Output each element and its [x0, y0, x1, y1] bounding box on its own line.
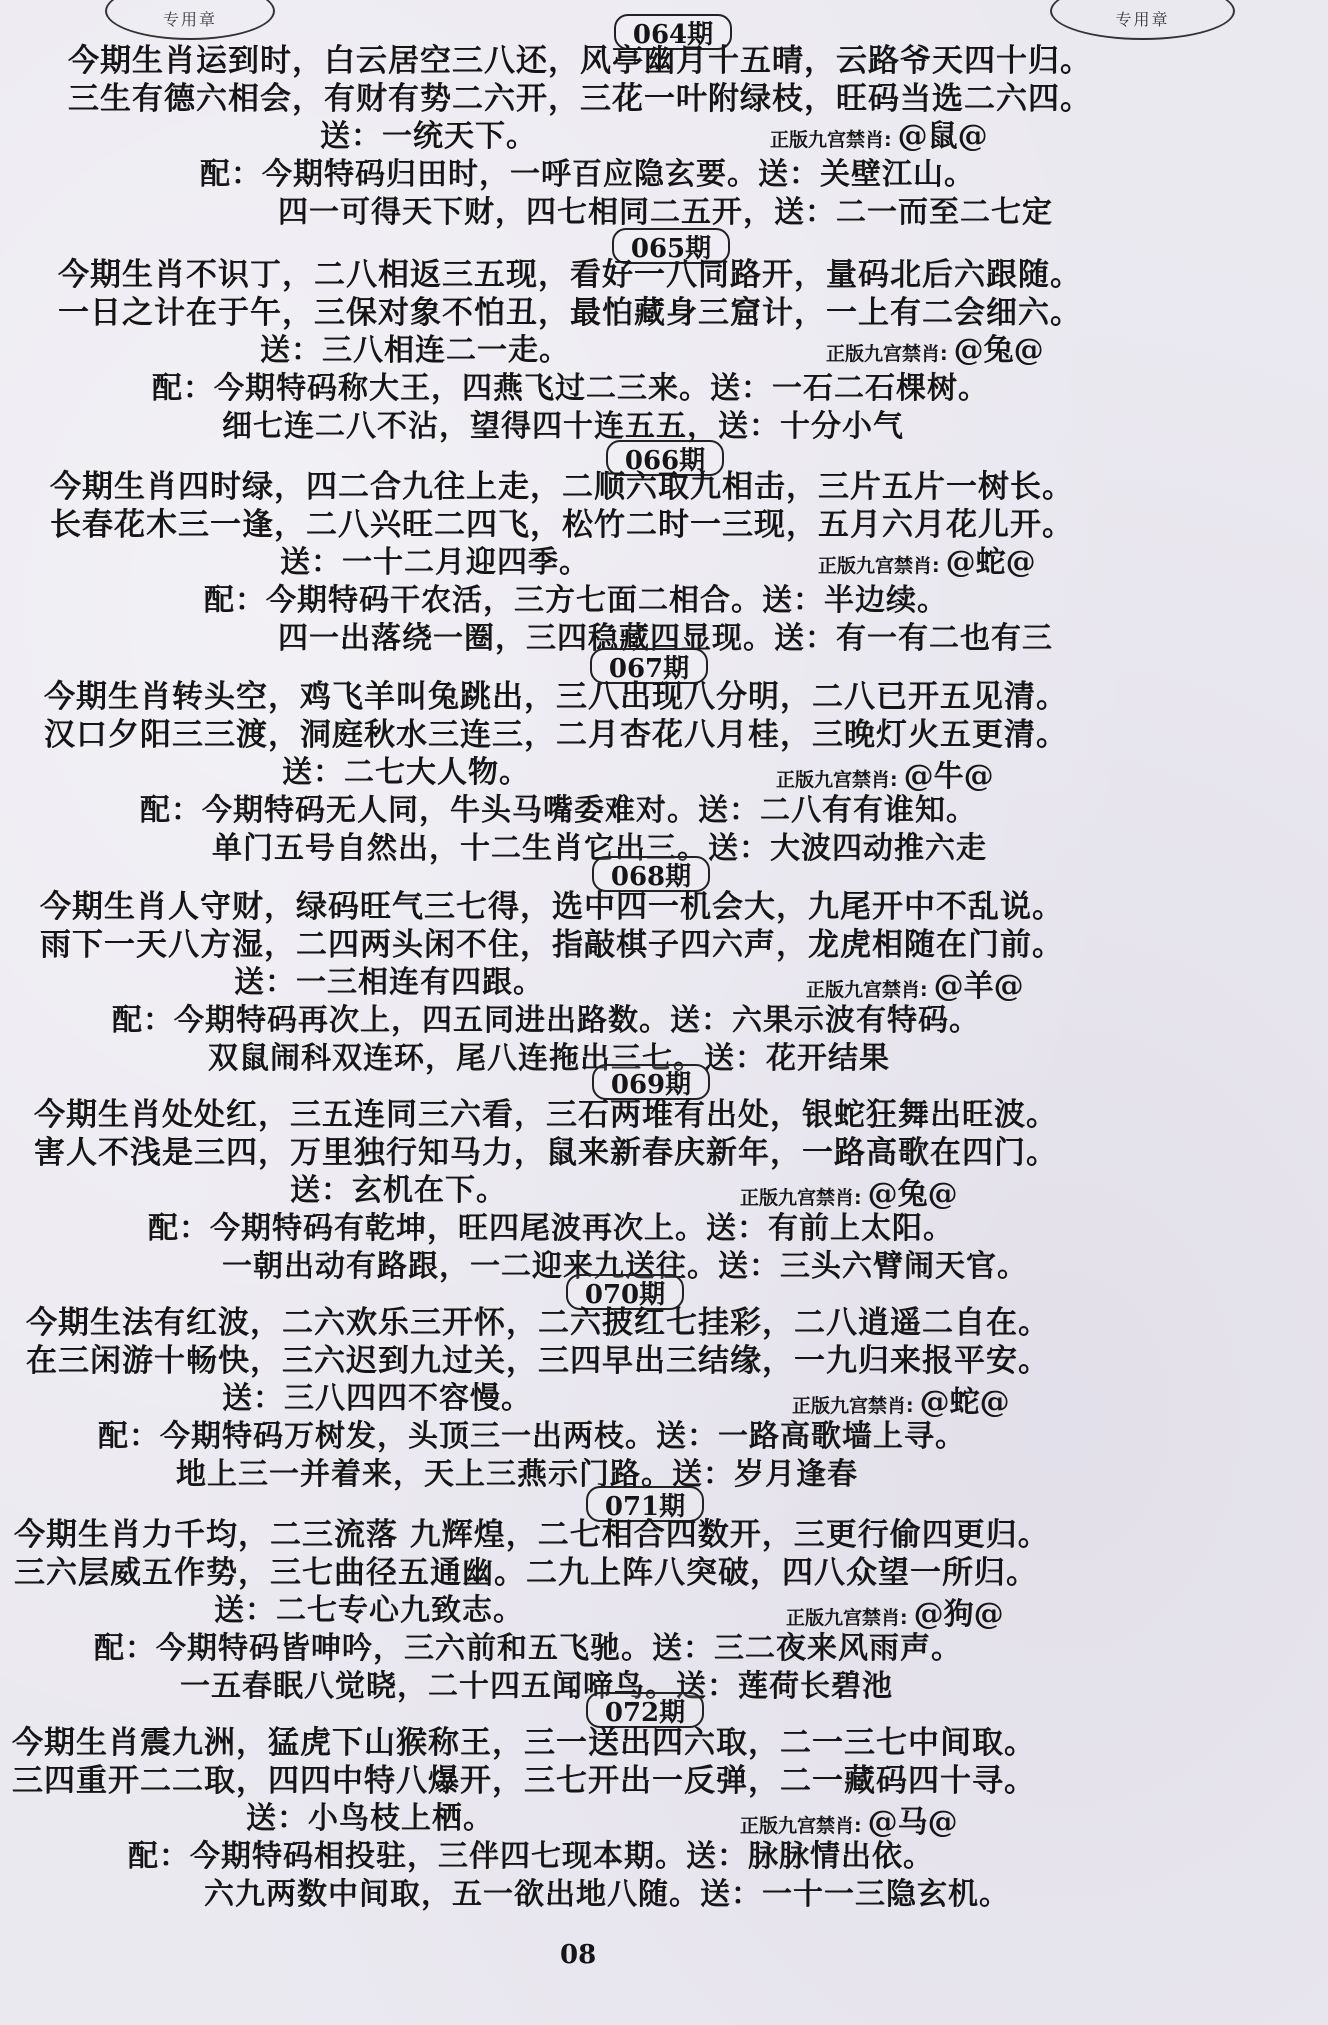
- forbidden-label: 正版九宫禁肖:: [740, 1815, 862, 1837]
- seal-stamp-right: [1050, 0, 1235, 40]
- forbidden-value: @狗@: [913, 1597, 1004, 1632]
- verse-line: 今期生肖不识丁，二八相返三五现，看好一八同路开，量码北后六跟随。: [58, 257, 1082, 293]
- forbidden-zodiac: [770, 120, 988, 157]
- verse-line: 今期生肖力千均，二三流落 九辉煌，二七相合四数开，三更行偷四更归。: [14, 1517, 1050, 1553]
- stamp-left-text: 专用章: [162, 10, 217, 29]
- verse-line: 今期生肖处处红，三五连同三六看，三石两堆有出处，银蛇狂舞出旺波。: [34, 1097, 1058, 1133]
- period-badge: 066期: [606, 440, 724, 476]
- period-badge: 065期: [612, 228, 730, 264]
- period-badge: 070期: [566, 1274, 684, 1310]
- forbidden-value: @兔@: [953, 333, 1044, 368]
- forbidden-label: 正版九宫禁肖:: [818, 555, 940, 577]
- gift-line: 送：一统天下。: [320, 119, 537, 154]
- verse-line: 一日之计在于午，三保对象不怕丑，最怕藏身三窟计，一上有二会细六。: [58, 295, 1082, 331]
- period-badge: 071期: [586, 1486, 704, 1522]
- forbidden-value: @兔@: [867, 1177, 958, 1212]
- pair-line: 配：今期特码归田时，一呼百应隐玄要。送：关壁江山。: [200, 157, 975, 192]
- verse-line: 三六层威五作势，三七曲径五通幽。二九上阵八突破，四八众望一所归。: [14, 1555, 1038, 1591]
- verse-line: 三四重开二二取，四四中特八爆开，三七开出一反弹，二一藏码四十寻。: [12, 1763, 1036, 1799]
- period-badge: 067期: [590, 648, 708, 684]
- verse-line: 今期生法有红波，二六欢乐三开怀，二六披红七挂彩，二八逍遥二自在。: [26, 1305, 1050, 1341]
- pair-line: 一五春眠八觉晓，二十四五闻啼鸟。送：莲荷长碧池: [180, 1669, 893, 1704]
- gift-line: 送：三八相连二一走。: [260, 333, 570, 368]
- stamp-right-text: 专用章: [1115, 10, 1170, 29]
- verse-line: 今期生肖人守财，绿码旺气三七得，选中四一机会大，九尾开中不乱说。: [40, 889, 1064, 925]
- forbidden-zodiac: [786, 1598, 1004, 1635]
- verse-line: 今期生肖四时绿，四二合九往上走，二顺六取九相击，三片五片一树长。: [50, 469, 1074, 505]
- pair-line: 地上三一并着来，天上三燕示门路。送：岁月逢春: [176, 1457, 858, 1492]
- seal-stamp-left: [105, 0, 275, 40]
- pair-line: 一朝出动有路跟，一二迎来九送往。送：三头六臂闹天官。: [222, 1249, 1028, 1284]
- verse-line: 三生有德六相会，有财有势二六开，三花一叶附绿枝，旺码当选二六四。: [68, 81, 1092, 117]
- forbidden-value: @牛@: [903, 759, 994, 794]
- verse-line: 今期生肖震九洲，猛虎下山猴称王，三一送出四六取，二一三七中间取。: [12, 1725, 1036, 1761]
- pair-line: 四一可得天下财，四七相同二五开，送：二一而至二七定: [278, 195, 1053, 230]
- pair-line: 细七连二八不沾，望得四十连五五，送：十分小气: [222, 409, 904, 444]
- period-badge: 068期: [592, 856, 710, 892]
- forbidden-value: @鼠@: [897, 119, 988, 154]
- verse-line: 在三闲游十畅快，三六迟到九过关，三四早出三结缘，一九归来报平安。: [26, 1343, 1050, 1379]
- page-number: 08: [560, 1940, 597, 1970]
- gift-line: 送：一十二月迎四季。: [280, 545, 590, 580]
- pair-line: 配：今期特码称大王，四燕飞过二三来。送：一石二石棵树。: [152, 371, 989, 406]
- forbidden-value: @蛇@: [919, 1385, 1010, 1420]
- forbidden-label: 正版九宫禁肖:: [740, 1187, 862, 1209]
- gift-line: 送：玄机在下。: [290, 1173, 507, 1208]
- pair-line: 配：今期特码无人同，牛头马嘴委难对。送：二八有有谁知。: [140, 793, 977, 828]
- pair-line: 配：今期特码再次上，四五同进出路数。送：六果示波有特码。: [112, 1003, 980, 1038]
- pair-line: 配：今期特码有乾坤，旺四尾波再次上。送：有前上太阳。: [148, 1211, 954, 1246]
- forbidden-zodiac: [776, 760, 994, 797]
- verse-line: 雨下一天八方湿，二四两头闲不住，指敲棋子四六声，龙虎相随在门前。: [40, 927, 1064, 963]
- verse-line: 汉口夕阳三三渡，洞庭秋水三连三，二月杏花八月桂，三晚灯火五更清。: [44, 717, 1068, 753]
- gift-line: 送：一三相连有四跟。: [234, 965, 544, 1000]
- forbidden-zodiac: [818, 546, 1036, 583]
- forbidden-zodiac: [826, 334, 1044, 371]
- verse-line: 今期生肖运到时，白云居空三八还，风亭幽月十五晴，云路爷天四十归。: [68, 43, 1092, 79]
- verse-line: 害人不浅是三四，万里独行知马力，鼠来新春庆新年，一路高歌在四门。: [34, 1135, 1058, 1171]
- gift-line: 送：三八四四不容慢。: [222, 1381, 532, 1416]
- gift-line: 送：二七专心九致志。: [214, 1593, 524, 1628]
- forbidden-value: @羊@: [933, 969, 1024, 1004]
- forbidden-label: 正版九宫禁肖:: [770, 129, 892, 151]
- forbidden-label: 正版九宫禁肖:: [806, 979, 928, 1001]
- period-badge: 072期: [586, 1692, 704, 1728]
- pair-line: 配：今期特码万树发，头顶三一出两枝。送：一路高歌墙上寻。: [98, 1419, 966, 1454]
- pair-line: 双鼠闹科双连环，尾八连拖出三七。送：花开结果: [208, 1041, 890, 1076]
- verse-line: 长春花木三一逢，二八兴旺二四飞，松竹二时一三现，五月六月花儿开。: [50, 507, 1074, 543]
- period-badge: 069期: [592, 1064, 710, 1100]
- gift-line: 送：小鸟枝上栖。: [246, 1801, 494, 1836]
- forbidden-value: @马@: [867, 1805, 958, 1840]
- forbidden-value: @蛇@: [945, 545, 1036, 580]
- period-badge: 064期: [614, 14, 732, 50]
- forbidden-zodiac: [806, 970, 1024, 1007]
- forbidden-label: 正版九宫禁肖:: [826, 343, 948, 365]
- pair-line: 六九两数中间取，五一欲出地八随。送：一十一三隐玄机。: [204, 1877, 1010, 1912]
- forbidden-label: 正版九宫禁肖:: [792, 1395, 914, 1417]
- verse-line: 今期生肖转头空，鸡飞羊叫兔跳出，三八出现八分明，二八已开五见清。: [44, 679, 1068, 715]
- pair-line: 四一出落绕一圈，三四稳藏四显现。送：有一有二也有三: [278, 621, 1053, 656]
- pair-line: 配：今期特码干农活，三方七面二相合。送：半边续。: [204, 583, 948, 618]
- forbidden-label: 正版九宫禁肖:: [776, 769, 898, 791]
- forbidden-zodiac: [740, 1806, 958, 1843]
- pair-line: 单门五号自然出，十二生肖它出三。送：大波四动推六走: [212, 831, 987, 866]
- forbidden-zodiac: [792, 1386, 1010, 1423]
- forbidden-zodiac: [740, 1178, 958, 1215]
- pair-line: 配：今期特码皆呻吟，三六前和五飞驰。送：三二夜来风雨声。: [94, 1631, 962, 1666]
- gift-line: 送：二七大人物。: [282, 755, 530, 790]
- pair-line: 配：今期特码相投驻，三伴四七现本期。送：脉脉情出依。: [128, 1839, 934, 1874]
- forbidden-label: 正版九宫禁肖:: [786, 1607, 908, 1629]
